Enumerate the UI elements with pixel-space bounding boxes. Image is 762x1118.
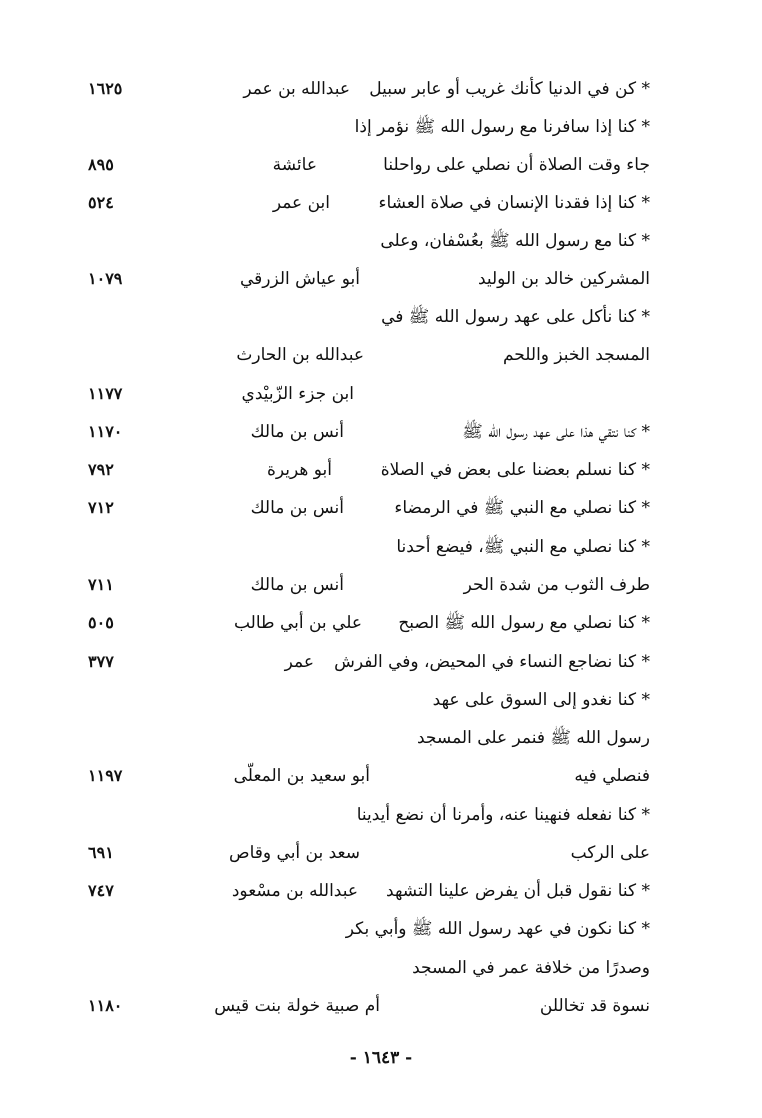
hadith-text: * كنا مع رسول الله ﷺ بعُسْفان، وعلى — [380, 231, 650, 251]
narrator-name: عائشة — [272, 155, 317, 175]
index-entry — [0, 872, 762, 910]
index-entry — [0, 681, 762, 719]
hadith-number: ١١٨٠ — [88, 996, 123, 1015]
index-entry — [0, 719, 762, 757]
index-entry — [0, 834, 762, 872]
hadith-number: ٥٠٥ — [88, 613, 114, 632]
narrator-name: ابن جزء الزّبيْدي — [241, 384, 354, 404]
narrator-name: ابن عمر — [272, 193, 330, 213]
hadith-text: * كنا نصلي مع رسول الله ﷺ الصبح — [398, 613, 650, 633]
hadith-number: ٧٩٢ — [88, 460, 114, 479]
index-entry — [0, 566, 762, 604]
hadith-text: * كنا نقول قبل أن يفرض علينا التشهد — [386, 881, 650, 901]
index-entry — [0, 298, 762, 336]
hadith-text: طرف الثوب من شدة الحر — [463, 575, 650, 595]
hadith-number: ٥٢٤ — [88, 193, 114, 212]
index-entry — [0, 451, 762, 489]
index-entry — [0, 260, 762, 298]
narrator-name: عبدالله بن عمر — [243, 79, 350, 99]
hadith-number: ٧٤٧ — [88, 881, 114, 900]
hadith-number: ٣٧٧ — [88, 652, 114, 671]
index-entry — [0, 375, 762, 413]
narrator-name: أبو هريرة — [266, 460, 332, 480]
index-entry — [0, 413, 762, 451]
index-entry — [0, 910, 762, 948]
narrator-name: أنس بن مالك — [250, 422, 344, 442]
narrator-name: عبدالله بن الحارث — [236, 345, 364, 365]
hadith-text: * كن في الدنيا كأنك غريب أو عابر سبيل — [369, 79, 650, 99]
narrator-name: أم صبية خولة بنت قيس — [214, 996, 380, 1016]
hadith-text: * كنا نغدو إلى السوق على عهد — [432, 690, 650, 710]
hadith-number: ١٦٢٥ — [88, 79, 123, 98]
narrator-name: أنس بن مالك — [250, 575, 344, 595]
index-entry — [0, 757, 762, 795]
hadith-number: ١١٩٧ — [88, 766, 123, 785]
narrator-name: عمر — [284, 652, 314, 672]
hadith-text: فنصلي فيه — [574, 766, 650, 786]
hadith-text: جاء وقت الصلاة أن نصلي على رواحلنا — [383, 155, 650, 175]
index-entry — [0, 796, 762, 834]
hadith-text: * كنا نصلي مع النبي ﷺ، فيضع أحدنا — [396, 537, 650, 557]
hadith-text: * كنا إذا سافرنا مع رسول الله ﷺ نؤمر إذا — [354, 117, 650, 137]
index-entry — [0, 336, 762, 374]
hadith-number: ٨٩٥ — [88, 155, 114, 174]
hadith-number: ٦٩١ — [88, 843, 114, 862]
hadith-text: نسوة قد تخاللن — [539, 996, 650, 1016]
narrator-name: عبدالله بن مسْعود — [231, 881, 358, 901]
index-entry — [0, 604, 762, 642]
hadith-text: * كنا إذا فقدنا الإنسان في صلاة العشاء — [378, 193, 650, 213]
hadith-text: * كنا نأكل على عهد رسول الله ﷺ في — [381, 307, 650, 327]
index-entry — [0, 70, 762, 108]
hadith-text: المشركين خالد بن الوليد — [477, 269, 650, 289]
narrator-name: أنس بن مالك — [250, 498, 344, 518]
index-entry — [0, 528, 762, 566]
hadith-text: * كنا نضاجع النساء في المحيض، وفي الفرش — [334, 652, 650, 672]
hadith-text: المسجد الخبز واللحم — [502, 345, 650, 365]
narrator-name: أبو سعيد بن المعلّى — [233, 766, 370, 786]
hadith-text: على الركب — [570, 843, 650, 863]
index-entry — [0, 184, 762, 222]
hadith-text: * كنا نتقي هذا على عهد رسول الله ﷺ — [462, 422, 650, 442]
page-number: - ١٦٤٣ - — [349, 1048, 413, 1068]
hadith-number: ٧١٢ — [88, 498, 114, 517]
index-entry — [0, 108, 762, 146]
index-entry — [0, 987, 762, 1025]
index-entry — [0, 489, 762, 527]
hadith-number: ١٠٧٩ — [88, 269, 123, 288]
hadith-text: * كنا نكون في عهد رسول الله ﷺ وأبي بكر — [345, 919, 650, 939]
hadith-text: رسول الله ﷺ فنمر على المسجد — [417, 728, 650, 748]
hadith-number: ١١٧٧ — [88, 384, 123, 403]
hadith-text: * كنا نسلم بعضنا على بعض في الصلاة — [380, 460, 650, 480]
index-entry — [0, 222, 762, 260]
hadith-number: ٧١١ — [88, 575, 114, 594]
hadith-text: * كنا نفعله فنهينا عنه، وأمرنا أن نضع أيدينا — [356, 805, 650, 825]
index-entry — [0, 949, 762, 987]
index-entry — [0, 146, 762, 184]
index-entry — [0, 643, 762, 681]
narrator-name: سعد بن أبي وقاص — [229, 843, 360, 863]
hadith-text: وصدرًا من خلافة عمر في المسجد — [412, 958, 650, 978]
hadith-number: ١١٧٠ — [88, 422, 123, 441]
narrator-name: أبو عياش الزرقي — [239, 269, 360, 289]
hadith-text: * كنا نصلي مع النبي ﷺ في الرمضاء — [394, 498, 650, 518]
narrator-name: علي بن أبي طالب — [233, 613, 362, 633]
